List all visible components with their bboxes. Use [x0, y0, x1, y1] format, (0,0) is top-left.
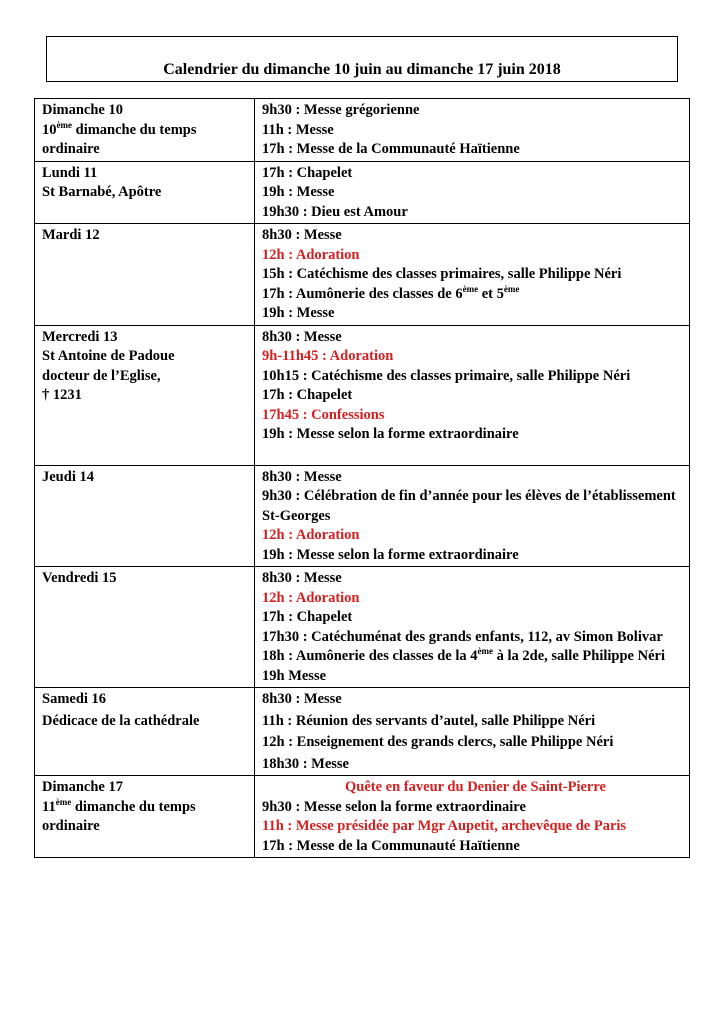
- day-subtitle: St Barnabé, Apôtre: [42, 184, 162, 200]
- event-item: 8h30 : Messe: [262, 691, 342, 707]
- day-label: Dimanche 17: [42, 779, 123, 795]
- event-item: 8h30 : Messe: [262, 227, 342, 243]
- day-cell: [35, 776, 255, 858]
- day-cell: [35, 224, 255, 326]
- event-item-highlight: 11h : Messe présidée par Mgr Aupetit, archevêque de Paris: [262, 818, 627, 834]
- event-item: 11h : Réunion des servants d’autel, salle Philippe Néri: [262, 712, 596, 729]
- event-item: 17h : Aumônerie des classes de 6ème et 5ème: [262, 283, 520, 302]
- event-item: 19h : Messe: [262, 184, 335, 200]
- event-item: 8h30 : Messe: [262, 570, 342, 586]
- event-item-highlight: 12h : Adoration: [262, 589, 360, 606]
- event-item: 18h30 : Messe: [262, 755, 349, 772]
- events-cell: [255, 224, 690, 326]
- table-row: [35, 161, 690, 224]
- event-item: 11h : Messe: [262, 121, 334, 138]
- day-subtitle: † 1231: [42, 387, 82, 403]
- event-item: 17h : Chapelet: [262, 609, 353, 625]
- day-cell: [35, 325, 255, 465]
- event-item: 9h30 : Messe selon la forme extraordinaire: [262, 798, 526, 815]
- event-item: 9h30 : Célébration de fin d’année pour les élèves de l’établissement St-Georges: [262, 488, 676, 524]
- events-cell: [255, 465, 690, 567]
- events-cell: [255, 688, 690, 776]
- day-label: Mardi 12: [42, 227, 100, 243]
- event-item: 19h : Messe: [262, 305, 335, 321]
- day-label: Jeudi 14: [42, 468, 94, 485]
- blank-space: [262, 445, 689, 464]
- day-cell: [35, 99, 255, 162]
- event-item: 15h : Catéchisme des classes primaires, salle Philippe Néri: [262, 266, 622, 282]
- event-item: 19h : Messe selon la forme extraordinaire: [262, 426, 519, 442]
- table-row: [35, 567, 690, 688]
- day-label: Mercredi 13: [42, 328, 118, 345]
- event-item: 19h : Messe selon la forme extraordinaire: [262, 546, 519, 563]
- event-item: 19h Messe: [262, 667, 327, 684]
- table-row: [35, 99, 690, 162]
- event-item: 10h15 : Catéchisme des classes primaire, salle Philippe Néri: [262, 367, 631, 384]
- event-item: 8h30 : Messe: [262, 328, 342, 345]
- event-item: 17h : Messe de la Communauté Haïtienne: [262, 837, 520, 854]
- event-item: 19h30 : Dieu est Amour: [262, 203, 408, 220]
- event-item-highlight: 12h : Adoration: [262, 246, 360, 263]
- events-cell: [255, 99, 690, 162]
- table-row: [35, 325, 690, 465]
- collection-notice: Quête en faveur du Denier de Saint-Pierre: [345, 779, 606, 795]
- table-row: [35, 776, 690, 858]
- day-cell: [35, 567, 255, 688]
- day-subtitle: ordinaire: [42, 141, 100, 157]
- event-item: 9h30 : Messe grégorienne: [262, 102, 420, 118]
- title-box: [46, 36, 678, 82]
- event-item-highlight: 12h : Adoration: [262, 527, 360, 543]
- event-item-highlight: 9h-11h45 : Adoration: [262, 348, 394, 364]
- event-item-highlight: 17h45 : Confessions: [262, 406, 385, 423]
- day-subtitle: 11ème dimanche du temps: [42, 796, 196, 815]
- table-row: [35, 688, 690, 776]
- event-item: 18h : Aumônerie des classes de la 4ème à la 2de, salle Philippe Néri: [262, 646, 665, 664]
- day-label: Vendredi 15: [42, 570, 117, 586]
- event-item: 17h : Chapelet: [262, 387, 353, 403]
- event-item: 17h : Chapelet: [262, 164, 353, 181]
- day-subtitle: Dédicace de la cathédrale: [42, 712, 200, 729]
- event-item: 17h : Messe de la Communauté Haïtienne: [262, 141, 520, 157]
- table-row: [35, 465, 690, 567]
- day-cell: [35, 161, 255, 224]
- day-subtitle: St Antoine de Padoue: [42, 348, 175, 364]
- day-subtitle: docteur de l’Eglise,: [42, 367, 161, 384]
- event-item: 12h : Enseignement des grands clercs, salle Philippe Néri: [262, 734, 614, 750]
- events-cell: [255, 325, 690, 465]
- day-label: Samedi 16: [42, 691, 107, 707]
- day-subtitle: 10ème dimanche du temps: [42, 119, 197, 138]
- schedule-table: [34, 98, 690, 858]
- page-title: Calendrier du dimanche 10 juin au dimanche 17 juin 2018: [163, 61, 561, 78]
- events-cell: [255, 161, 690, 224]
- day-subtitle: ordinaire: [42, 818, 100, 834]
- day-cell: [35, 465, 255, 567]
- day-cell: [35, 688, 255, 776]
- events-cell: [255, 776, 690, 858]
- events-cell: [255, 567, 690, 688]
- day-label: Lundi 11: [42, 164, 98, 181]
- event-item: 8h30 : Messe: [262, 468, 342, 485]
- table-row: [35, 224, 690, 326]
- event-item: 17h30 : Catéchuménat des grands enfants, 112, av Simon Bolivar: [262, 628, 663, 645]
- day-label: Dimanche 10: [42, 102, 123, 118]
